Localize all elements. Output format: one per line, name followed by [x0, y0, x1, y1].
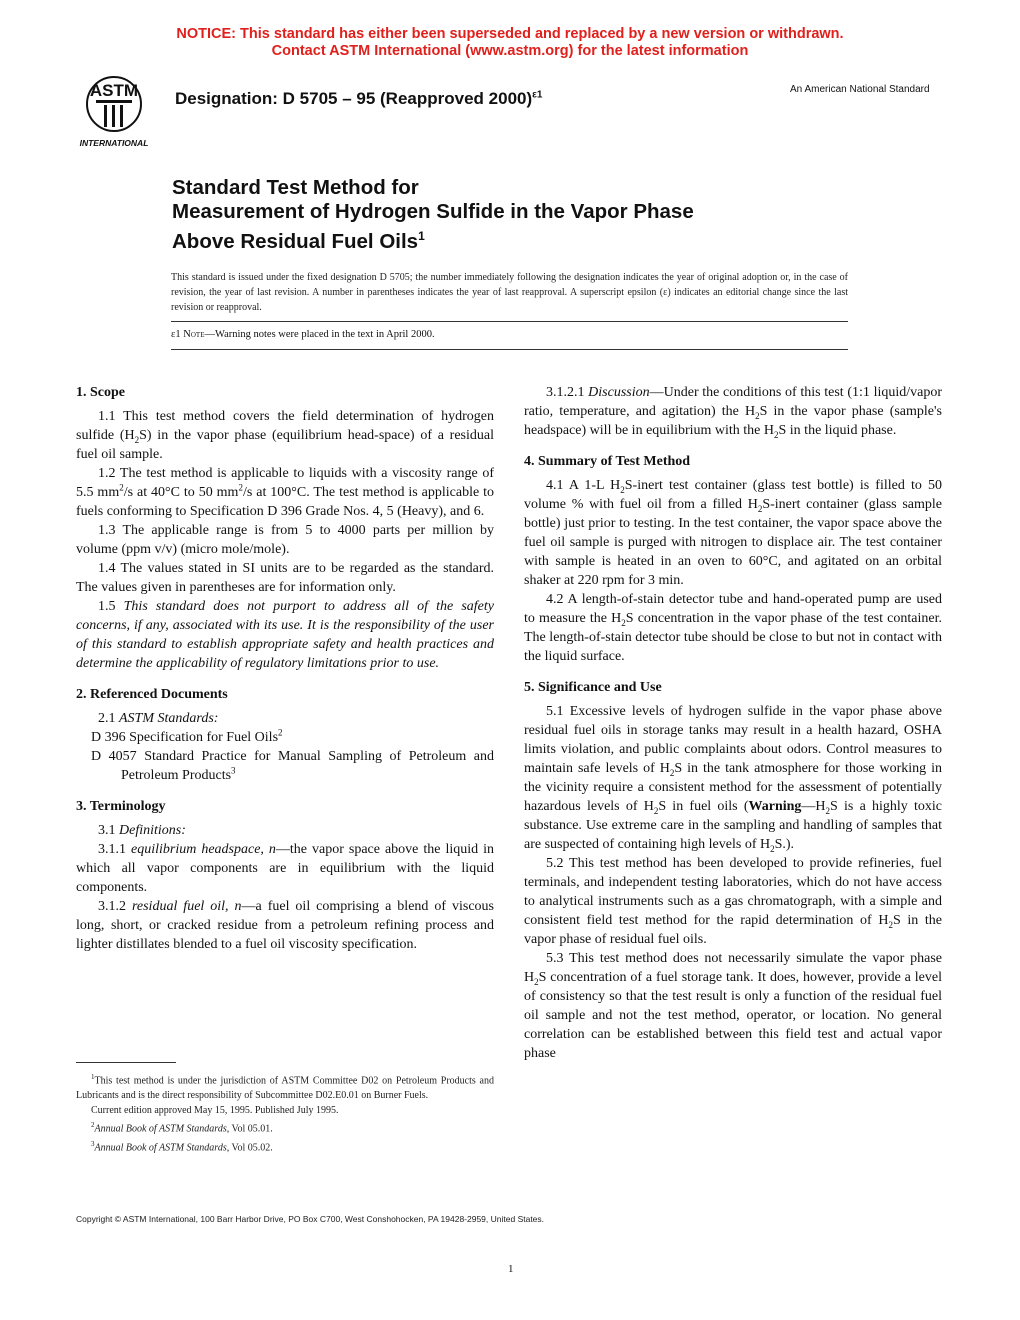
reference-d396: D 396 Specification for Fuel Oils$^2$ — [91, 727, 283, 745]
reference-d4057: D 4057 Standard Practice for Manual Sampling of Petroleum and Petroleum Products$^3$ — [91, 749, 494, 783]
para-1-1: 1.1 This test method covers the field determination of hydrogen sulfide $(H_2S)$ in the vapor phase (equilibrium head-space) of a residual fuel oil sample. — [76, 409, 494, 462]
footnote-2: $^2$Annual Book of ASTM Standards, Vol 05.01. — [91, 1121, 273, 1135]
notice-line-2: Contact ASTM International (www.astm.org) for the latest information — [271, 43, 749, 59]
designation-epsilon: ε1 — [532, 89, 543, 101]
section-heading-scope: 1. Scope — [76, 385, 125, 400]
supersede-notice — [0, 26, 1020, 60]
logo-international-text: INTERNATIONAL — [79, 138, 149, 148]
footnote-1-edition: Current edition approved May 15, 1995. Published July 1995. — [91, 1105, 339, 1117]
footnote-1: $^1$This test method is under the jurisdiction of ASTM Committee D02 on Petroleum Products and Lubricants and is the direct responsibility of Subcommittee D02.E0.01 on Burner Fuels. — [76, 1073, 494, 1102]
para-3-1-2: 3.1.2 residual fuel oil, n—a fuel oil comprising a blend of viscous long, short, or cracked residue from a petroleum refining process and lighter distillates blended to a fuel oil viscosity specification. — [76, 899, 494, 952]
para-4-1: 4.1 A 1-L $H_2S$-inert test container (glass test bottle) is filled to 50 volume % with fuel oil from a filled $H_2S$-inert container (glass sample bottle) just prior to testing. In the test container, the vapor space above the fuel oil sample is purged with nitrogen to displace air. The test container with sample is heated in an oven to 60°C, and agitated on an orbital shaker at 220 rpm for 3 min. — [524, 478, 942, 588]
document-title — [172, 176, 694, 254]
footnote-divider — [76, 1062, 176, 1063]
para-1-3: 1.3 The applicable range is from 5 to 4000 parts per million by volume (ppm v/v) (micro mole/mole). — [76, 523, 494, 557]
notice-line-1: NOTICE: This standard has either been superseded and replaced by a new version or withdrawn. — [176, 26, 844, 42]
para-4-2: 4.2 A length-of-stain detector tube and hand-operated pump are used to measure the $H_2S$ concentration in the vapor phase of the test container. The length-of-stain detector tube should be close to but not in contact with the liquid surface. — [524, 592, 942, 664]
copyright-line: Copyright © ASTM International, 100 Barr Harbor Drive, PO Box C700, West Conshohocken, PA 19428-2959, United States. — [76, 1214, 545, 1224]
svg-text:ASTM: ASTM — [89, 81, 139, 100]
american-national-standard: An American National Standard — [790, 84, 930, 95]
para-1-4: 1.4 The values stated in SI units are to be regarded as the standard. The values given in parentheses are for information only. — [76, 561, 494, 595]
title-line-1: Standard Test Method for — [172, 176, 419, 199]
epsilon-note: ε1 Note—Warning notes were placed in the text in April 2000. — [171, 329, 435, 340]
section-heading-referenced-documents: 2. Referenced Documents — [76, 687, 228, 702]
title-line-2: Measurement of Hydrogen Sulfide in the Vapor Phase — [172, 200, 694, 223]
para-5-3: 5.3 This test method does not necessarily simulate the vapor phase $H_2S$ concentration of a fuel storage tank. It does, however, provide a level of consistency so that the test result is only a function of the residual fuel oil sample and not the test method, operator, or location. No general correlation can be established between this field test and actual vapor phase — [524, 951, 942, 1061]
designation-text: Designation: D 5705 – 95 (Reapproved 2000) — [175, 89, 533, 108]
para-1-5: 1.5 This standard does not purport to address all of the safety concerns, if any, associated with its use. It is the responsibility of the user of this standard to establish appropriate safety and health practices and determine the applicability of regulatory limitations prior to use. — [76, 599, 495, 671]
designation — [175, 89, 542, 109]
footnote-3: $^3$Annual Book of ASTM Standards, Vol 05.02. — [91, 1139, 273, 1153]
header-divider — [171, 321, 848, 322]
page-number: 1 — [508, 1263, 514, 1275]
title-line-3: Above Residual Fuel Oils$^1$ — [172, 229, 425, 253]
astm-logo — [68, 74, 160, 150]
para-2-1: 2.1 ASTM Standards: — [98, 711, 219, 726]
para-1-2: 1.2 The test method is applicable to liquids with a viscosity range of 5.5 $mm^2/s$ at 40°C to 50 $mm^2/s$ at 100°C. The test method is applicable to fuels conforming to Specification D 396 Grade Nos. 4, 5 (Heavy), and 6. — [76, 466, 495, 519]
para-3-1-2-1: 3.1.2.1 Discussion—Under the conditions of this test (1:1 liquid/vapor ratio, temperature, and agitation) the $H_2S$ in the vapor phase (sample's headspace) will be in equilibrium with the $H_2S$ in the liquid phase. — [524, 385, 942, 440]
para-3-1: 3.1 Definitions: — [98, 823, 186, 838]
right-column — [524, 383, 942, 1063]
footnotes — [76, 1070, 494, 1155]
note-divider — [171, 349, 848, 350]
section-heading-terminology: 3. Terminology — [76, 799, 166, 814]
para-3-1-1: 3.1.1 equilibrium headspace, n—the vapor space above the liquid in which all vapor components are in equilibrium with the liquid components. — [76, 842, 495, 895]
para-5-1: 5.1 Excessive levels of hydrogen sulfide in the vapor phase above residual fuel oils in storage tanks may result in a health hazard, OSHA limits violation, and public complaints about odors. Control measures to maintain safe levels of $H_2S$ in the tank atmosphere for those working in the vicinity require a consistent method for the assessment of potentially hazardous levels of $H_2S$ in fuel oils ($Warning—H_2S$ is a highly toxic substance. Use extreme care in the sampling and handling of samples that are suspected of containing high levels of $H_2S$.). — [524, 704, 943, 854]
para-5-2: 5.2 This test method has been developed to provide refineries, fuel terminals, and independent testing laboratories, which do not have access to analytical instruments such as a gas chromatograph, with a simple and consistent field test method for the rapid determination of $H_2S$ in the vapor phase of residual fuel oils. — [524, 856, 942, 947]
section-heading-summary: 4. Summary of Test Method — [524, 454, 691, 469]
issued-note: This standard is issued under the fixed designation D 5705; the number immediately following the designation indicates the year of original adoption or, in the case of revision, the year of last revision. A number in parentheses indicates the year of last reapproval. A superscript epsilon (ε) indicates an editorial change since the last revision or reapproval. — [171, 272, 848, 313]
section-heading-significance: 5. Significance and Use — [524, 680, 662, 695]
left-column — [76, 383, 494, 954]
